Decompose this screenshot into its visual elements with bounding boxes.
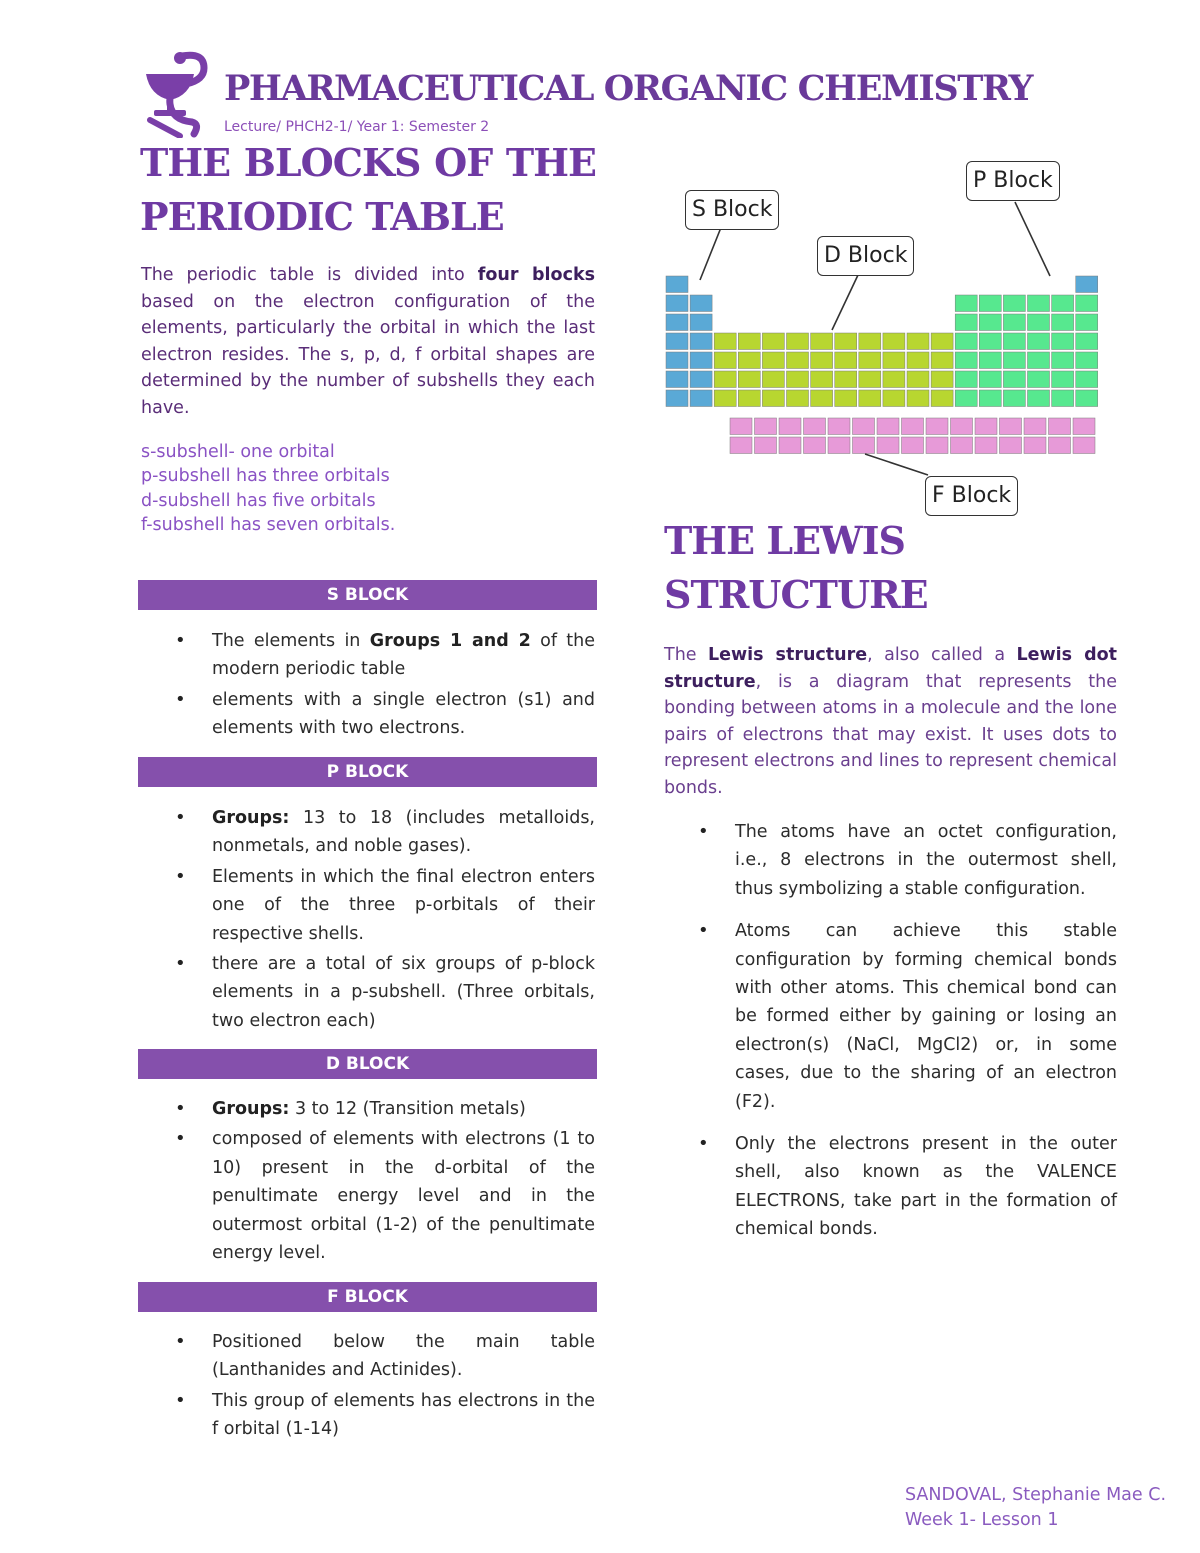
element-cell <box>955 333 977 350</box>
p-block-list <box>141 804 595 1037</box>
element-cell <box>730 437 752 454</box>
element-cell <box>1000 437 1022 454</box>
heading-word: BLOCKS <box>243 140 421 185</box>
element-cell <box>811 352 833 369</box>
heading-word: OF <box>434 140 493 185</box>
element-cell <box>1028 352 1050 369</box>
element-cell <box>951 418 973 435</box>
element-cell <box>787 333 809 350</box>
d-block-callout: D Block <box>817 236 914 276</box>
element-cell <box>853 418 875 435</box>
item-text: of the modern periodic table <box>212 631 596 680</box>
list-item: • Atoms can achieve this stable configuration by forming chemical bonds with other atoms. This chemical bond can be formed either by gaining or losing an electron(s) (NaCl, MgCl2) or, in some cases, due to the sharing of an electron (F2). <box>664 917 1117 1116</box>
element-cell <box>666 333 688 350</box>
subshell-line: f-subshell has seven orbitals. <box>141 515 396 536</box>
element-cell <box>1028 371 1050 388</box>
element-cell <box>666 371 688 388</box>
item-text: 3 to 12 (Transition metals) <box>289 1099 526 1119</box>
element-cell <box>907 371 929 388</box>
heading-word: THE <box>505 140 596 185</box>
element-cell <box>1076 276 1098 293</box>
element-cell <box>926 437 948 454</box>
s-block-callout: S Block <box>685 190 779 230</box>
element-cell <box>1003 390 1025 407</box>
element-cell <box>975 418 997 435</box>
heading-line: PERIODIC TABLE <box>140 194 504 239</box>
f-block-bar: F BLOCK <box>138 1282 597 1312</box>
element-cell <box>762 333 784 350</box>
element-cell <box>975 437 997 454</box>
heading-line: THE LEWIS <box>664 518 905 563</box>
element-cell <box>931 390 953 407</box>
element-cell <box>714 390 736 407</box>
list-item: • Positioned below the main table (Lanthanides and Actinides). <box>141 1328 595 1385</box>
element-cell <box>828 418 850 435</box>
element-cell <box>931 371 953 388</box>
s-block-list <box>141 627 595 745</box>
element-cell <box>835 390 857 407</box>
element-cell <box>955 295 977 312</box>
element-cell <box>1052 295 1074 312</box>
lewis-heading <box>664 514 928 622</box>
item-bold: Groups 1 and 2 <box>369 631 531 651</box>
blocks-intro-paragraph <box>141 262 595 422</box>
lewis-bullet-list <box>664 818 1117 1258</box>
subshell-line: p-subshell has three orbitals <box>141 466 390 487</box>
d-block-bar: D BLOCK <box>138 1049 597 1079</box>
element-cell <box>1003 295 1025 312</box>
element-cell <box>1003 333 1025 350</box>
element-cell <box>979 295 1001 312</box>
element-cell <box>1028 390 1050 407</box>
callout-connector-line <box>865 454 928 475</box>
element-cell <box>730 418 752 435</box>
p-block-bar: P BLOCK <box>138 757 597 787</box>
d-block-list <box>141 1095 595 1269</box>
element-cell <box>1076 371 1098 388</box>
lewis-text: , also called a <box>867 645 1017 665</box>
element-cell <box>787 390 809 407</box>
document-subtitle: Lecture/ PHCH2-1/ Year 1: Semester 2 <box>224 119 490 135</box>
element-cell <box>902 437 924 454</box>
element-cell <box>859 333 881 350</box>
element-cell <box>1003 371 1025 388</box>
lewis-paragraph <box>664 642 1117 802</box>
element-cell <box>859 371 881 388</box>
element-cell <box>883 333 905 350</box>
blocks-heading <box>140 136 596 244</box>
element-cell <box>828 437 850 454</box>
element-cell <box>1049 437 1071 454</box>
element-cell <box>955 314 977 331</box>
element-cell <box>1076 352 1098 369</box>
lewis-bold: Lewis structure <box>707 645 868 665</box>
p-block-callout: P Block <box>966 161 1060 201</box>
element-cell <box>877 418 899 435</box>
element-cell <box>883 371 905 388</box>
element-cell <box>690 390 712 407</box>
element-cell <box>1076 295 1098 312</box>
element-cell <box>1052 390 1074 407</box>
element-cell <box>714 352 736 369</box>
element-cell <box>883 352 905 369</box>
element-cell <box>787 371 809 388</box>
element-cell <box>690 352 712 369</box>
element-cell <box>1028 333 1050 350</box>
element-cell <box>1073 418 1095 435</box>
list-item: • elements with a single electron (s1) and elements with two electrons. <box>141 686 595 743</box>
element-cell <box>690 371 712 388</box>
heading-line: STRUCTURE <box>664 572 928 617</box>
element-cell <box>811 333 833 350</box>
document-title: PHARMACEUTICAL ORGANIC CHEMISTRY <box>224 68 1033 109</box>
list-item: • composed of elements with electrons (1 to 10) present in the d-orbital of the penultimate energy level and in the outermost orbital (1-2) of the penultimate energy level. <box>141 1125 595 1267</box>
element-cell <box>979 352 1001 369</box>
element-cell <box>779 418 801 435</box>
element-cell <box>979 371 1001 388</box>
element-cell <box>1024 437 1046 454</box>
list-item <box>141 1095 595 1123</box>
element-cell <box>907 390 929 407</box>
bowl-of-hygieia-logo <box>140 50 212 138</box>
list-item: • This group of elements has electrons in the f orbital (1-14) <box>141 1387 595 1444</box>
element-cell <box>859 352 881 369</box>
item-text: 13 to 18 (includes metalloids, nonmetals, and noble gases). <box>212 808 595 857</box>
element-cell <box>666 314 688 331</box>
element-cell <box>951 437 973 454</box>
element-cell <box>714 333 736 350</box>
element-cell <box>690 314 712 331</box>
element-cell <box>835 352 857 369</box>
list-item: • there are a total of six groups of p-block elements in a p-subshell. (Three orbitals, two electron each) <box>141 950 595 1035</box>
element-cell <box>738 333 760 350</box>
element-cell <box>1049 418 1071 435</box>
element-cell <box>926 418 948 435</box>
lewis-text: The <box>664 645 708 665</box>
list-item: • Elements in which the final electron enters one of the three p-orbitals of their respective shells. <box>141 863 595 948</box>
element-cell <box>738 352 760 369</box>
element-cell <box>666 352 688 369</box>
subshell-line: d-subshell has five orbitals <box>141 490 376 511</box>
element-cell <box>666 276 688 293</box>
element-cell <box>883 390 905 407</box>
element-cell <box>787 352 809 369</box>
element-cell <box>955 352 977 369</box>
element-cell <box>690 295 712 312</box>
element-cell <box>907 333 929 350</box>
element-cell <box>979 333 1001 350</box>
element-cell <box>1000 418 1022 435</box>
element-cell <box>1052 314 1074 331</box>
intro-text: based on the electron configuration of the elements, particularly the orbital in which the last electron resides. The s, p, d, f orbital shapes are determined by the number of subshells they each have. <box>141 291 595 418</box>
element-cell <box>955 390 977 407</box>
s-block-bar: S BLOCK <box>138 580 597 610</box>
list-item <box>141 804 595 861</box>
intro-bold: four blocks <box>477 265 595 285</box>
heading-word: THE <box>140 140 231 185</box>
element-cell <box>1052 371 1074 388</box>
list-item: • Only the electrons present in the outer shell, also known as the VALENCE ELECTRONS, take part in the formation of chemical bonds. <box>664 1130 1117 1244</box>
element-cell <box>1028 295 1050 312</box>
element-cell <box>1076 314 1098 331</box>
element-cell <box>902 418 924 435</box>
element-cell <box>1003 352 1025 369</box>
element-cell <box>714 371 736 388</box>
element-cell <box>811 390 833 407</box>
callout-connector-line <box>832 275 858 330</box>
element-cell <box>1024 418 1046 435</box>
element-cell <box>762 390 784 407</box>
element-cell <box>835 333 857 350</box>
element-cell <box>853 437 875 454</box>
element-cell <box>666 390 688 407</box>
footer-lesson: Week 1- Lesson 1 <box>905 1510 1059 1530</box>
element-cell <box>738 371 760 388</box>
element-cell <box>979 314 1001 331</box>
element-cell <box>804 418 826 435</box>
list-item <box>141 627 595 684</box>
subshell-line: s-subshell- one orbital <box>141 442 335 462</box>
list-item: • The atoms have an octet configuration, i.e., 8 electrons in the outermost shell, thus symbolizing a stable configuration. <box>664 818 1117 903</box>
element-cell <box>1076 333 1098 350</box>
element-cell <box>859 390 881 407</box>
intro-text: The periodic table is divided into <box>141 265 478 285</box>
element-cell <box>762 352 784 369</box>
footer-author: SANDOVAL, Stephanie Mae C. <box>905 1485 1167 1505</box>
element-cell <box>955 371 977 388</box>
lewis-bold: Lewis dot structure <box>664 645 1117 692</box>
element-cell <box>931 333 953 350</box>
element-cell <box>931 352 953 369</box>
element-cell <box>1028 314 1050 331</box>
element-cell <box>804 437 826 454</box>
item-bold: Groups: <box>212 1099 290 1119</box>
element-cell <box>755 418 777 435</box>
element-cell <box>979 390 1001 407</box>
element-cell <box>1052 352 1074 369</box>
element-cell <box>762 371 784 388</box>
subshell-list <box>141 440 395 538</box>
lewis-text: , is a diagram that represents the bonding between atoms in a molecule and the lone pairs of electrons that may exist. It uses dots to represent electrons and lines to represent chemical bonds. <box>664 671 1117 798</box>
item-bold: Groups: <box>212 808 290 828</box>
element-cell <box>779 437 801 454</box>
f-block-callout: F Block <box>925 476 1018 516</box>
callout-connector-line <box>1015 202 1050 276</box>
item-text: The elements in <box>212 631 370 651</box>
element-cell <box>811 371 833 388</box>
element-cell <box>877 437 899 454</box>
element-cell <box>1052 333 1074 350</box>
element-cell <box>1073 437 1095 454</box>
f-block-list <box>141 1328 595 1446</box>
element-cell <box>690 333 712 350</box>
element-cell <box>738 390 760 407</box>
element-cell <box>1003 314 1025 331</box>
element-cell <box>755 437 777 454</box>
element-cell <box>1076 390 1098 407</box>
element-cell <box>666 295 688 312</box>
element-cell <box>907 352 929 369</box>
element-cell <box>835 371 857 388</box>
